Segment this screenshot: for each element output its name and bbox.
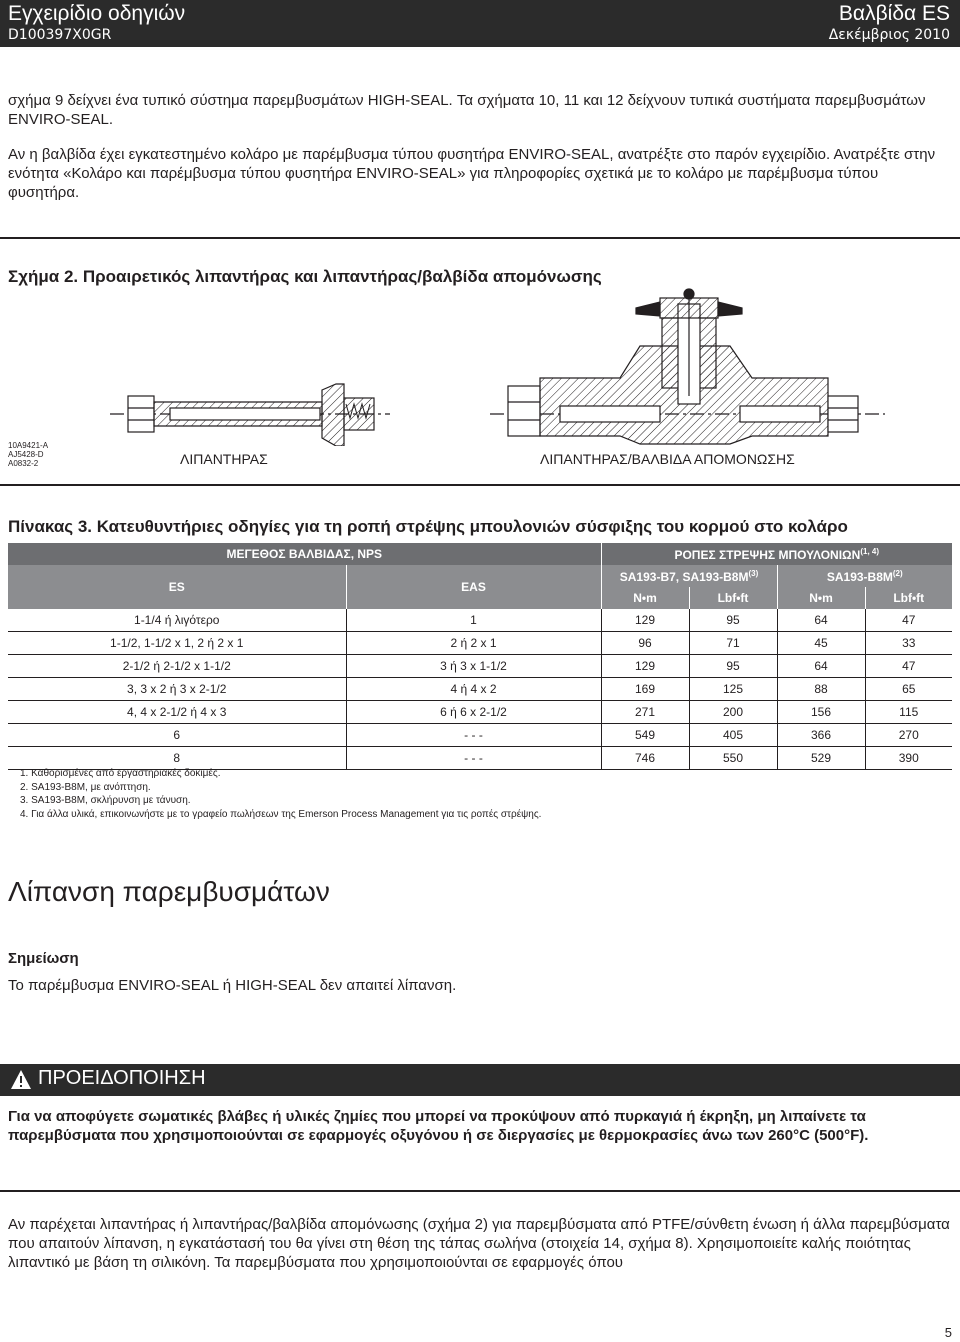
page-number: 5 [944,1325,952,1340]
table-cell: 115 [865,701,952,724]
table-row [8,701,952,724]
note-heading: Σημείωση [8,950,79,967]
table-cell: - - - [346,747,601,770]
table-cell: 270 [865,724,952,747]
table-cell: 64 [777,609,865,632]
table-cell: 95 [689,655,777,678]
table-cell: 6 [173,728,181,742]
table-cell: 3 ή 3 x 1-1/2 [346,655,601,678]
isolating-valve-label: ΛΙΠΑΝΤΗΡΑΣ/ΒΑΛΒΙΔΑ ΑΠΟΜΟΝΩΣΗΣ [540,451,795,467]
material-b8m-header: $SA193-B8M^{(2)}$ [777,565,952,587]
warning-text: Για να αποφύγετε σωματικές βλάβες ή υλικές ζημίες που μπορεί να προκύψουν από πυρκαγιά ή έκρηξη, μη λιπαίνετε τα παρεμβύσματα που χρησιμοποιούνται σε εφαρμογές οξυγόνου ή σε διεργασίες με θερμοκρασίες άνω των 260°C (500°F). [8,1108,869,1144]
table-cell: 200 [689,701,777,724]
table-cell: 169 [601,678,689,701]
section-divider [0,237,960,239]
table-cell: 88 [777,678,865,701]
table-cell: 1-1/2, 1-1/2 x 1, 2 ή 2 x 1 [110,636,244,650]
lubricator-drawing [0,286,960,446]
table-cell: 129 [601,655,689,678]
table-cell: 64 [777,655,865,678]
figure-code: AJ5428-D [8,450,44,459]
note-text: Το παρέμβυσμα ENVIRO-SEAL ή HIGH-SEAL δεν απαιτεί λίπανση. [8,977,457,994]
table-cell: 549 [601,724,689,747]
table-cell: 96 [601,632,689,655]
table-cell: 1-1/4 ή λιγότερο [134,613,220,627]
publication-date: Δεκέμβριος 2010 [828,27,950,43]
valve-size-header: ΜΕΓΕΘΟΣ ΒΑΛΒΙΔΑΣ, NPS [8,543,601,565]
document-number: D100397X0GR [8,27,112,43]
torque-table [8,543,952,770]
table-cell: 550 [689,747,777,770]
section-divider [0,484,960,486]
bolt-torque-header: ΡΟΠΕΣ ΣΤΡΕΨΗΣ ΜΠΟΥΛΟΝΙΩΝ$^{(1, 4)}$ [601,543,952,565]
table-cell: 4, 4 x 2-1/2 ή 4 x 3 [127,705,227,719]
es-column-header: ES [8,565,346,609]
table-cell: 2-1/2 ή 2-1/2 x 1-1/2 [122,659,231,673]
torque-table-body [8,609,952,770]
table-cell: 746 [601,747,689,770]
section-divider [0,1190,960,1192]
unit-nm-header: N•m [601,587,689,609]
table-note: 2. SA193-B8M, με ανόπτηση. [20,781,151,793]
manual-title: Εγχειρίδιο οδηγιών [8,2,186,25]
table-cell: 390 [865,747,952,770]
table-row [8,724,952,747]
table-cell: 125 [689,678,777,701]
table-cell: 6 ή 6 x 2-1/2 [346,701,601,724]
table-row [8,632,952,655]
warning-title: ΠΡΟΕΙΔΟΠΟΙΗΣΗ [38,1067,206,1089]
table-cell: 4 ή 4 x 2 [346,678,601,701]
figure-title: Σχήμα 2. Προαιρετικός λιπαντήρας και λιπαντήρας/βαλβίδα απομόνωσης [8,267,602,286]
table-cell: 405 [689,724,777,747]
table-cell: 47 [865,609,952,632]
table-cell: 71 [689,632,777,655]
unit-nm-header: N•m [777,587,865,609]
table-cell: 366 [777,724,865,747]
table-cell: 2 ή 2 x 1 [346,632,601,655]
unit-lbfft-header: Lbf•ft [689,587,777,609]
table-cell: 1 [346,609,601,632]
table-note: 4. Για άλλα υλικά, επικοινωνήστε με το γραφείο πωλήσεων της Emerson Process Management για τις ροπές στρέψης. [20,808,542,820]
intro-paragraph-1: σχήμα 9 δείχνει ένα τυπικό σύστημα παρεμβυσμάτων HIGH-SEAL. Τα σχήματα 10, 11 και 12 δείχνουν τυπικά συστήματα παρεμβυσμάτων ENVIRO-SEAL. [8,92,926,128]
figure-code: 10A9421-A [8,441,49,450]
lubricator-instructions: Αν παρέχεται λιπαντήρας ή λιπαντήρας/βαλβίδα απομόνωσης (σχήμα 2) για παρεμβύσματα από PTFE/σύνθετη ένωση ή άλλα παρεμβύσματα που απαιτούν λίπανση, η εγκατάστασή του θα γίνει στη θέση της τάπας σωλήνα (στοιχεία 14, σχήμα 8). Χρησιμοποιείτε καλής ποιότητας λιπαντικό με βάση τη σιλικόνη. Τα παρεμβύσματα που χρησιμοποιούνται σε εφαρμογές όπου [8,1216,950,1271]
material-b7-header: SA193-B7, $SA193-B8M^{(3)}$ [601,565,777,587]
table-row [8,609,952,632]
table-cell: 95 [689,609,777,632]
table-row [8,655,952,678]
eas-column-header: EAS [346,565,601,609]
table-row [8,678,952,701]
figure-reference-codes [8,441,48,468]
warning-triangle-icon [10,1069,32,1091]
table-cell: 8 [173,751,181,765]
product-name: Βαλβίδα ES [838,2,950,25]
table-cell: 65 [865,678,952,701]
page-header [0,0,960,47]
table-cell: 45 [777,632,865,655]
isolating-valve-figure [490,289,885,444]
unit-lbfft-header: Lbf•ft [865,587,952,609]
table-cell: 47 [865,655,952,678]
section-heading: Λίπανση παρεμβυσμάτων [8,876,330,907]
table-cell: - - - [346,724,601,747]
table-cell: 156 [777,701,865,724]
table-cell: 3, 3 x 2 ή 3 x 2-1/2 [127,682,227,696]
lubricator-figure [110,384,390,446]
warning-banner [0,1064,960,1096]
table-cell: 529 [777,747,865,770]
table-cell: 129 [601,609,689,632]
intro-paragraph-2: Αν η βαλβίδα έχει εγκατεστημένο κολάρο με παρέμβυσμα τύπου φυσητήρα ENVIRO-SEAL, ανατρέξτε στο παρόν εγχειρίδιο. Ανατρέξτε στην ενότητα «Κολάρο και παρέμβυσμα τύπου φυσητήρα ENVIRO-SEAL» για πληροφορίες σχετικά με το κολάρο με παρέμβυσμα τύπου φυσητήρα. [8,146,936,201]
table-cell: 33 [865,632,952,655]
table-notes [20,767,541,821]
table-cell: 271 [601,701,689,724]
table-note: 3. SA193-B8M, σκλήρυνση με τάνυση. [20,795,191,806]
table-note: 1. Καθορισμένες από εργαστηριακές δοκιμές. [20,768,221,779]
figure-code: A0832-2 [8,459,39,468]
table-title: Πίνακας 3. Κατευθυντήριες οδηγίες για τη ροπή στρέψης μπουλονιών σύσφιξης του κορμού στο κολάρο [8,517,848,536]
lubricator-label: ΛΙΠΑΝΤΗΡΑΣ [180,451,268,467]
